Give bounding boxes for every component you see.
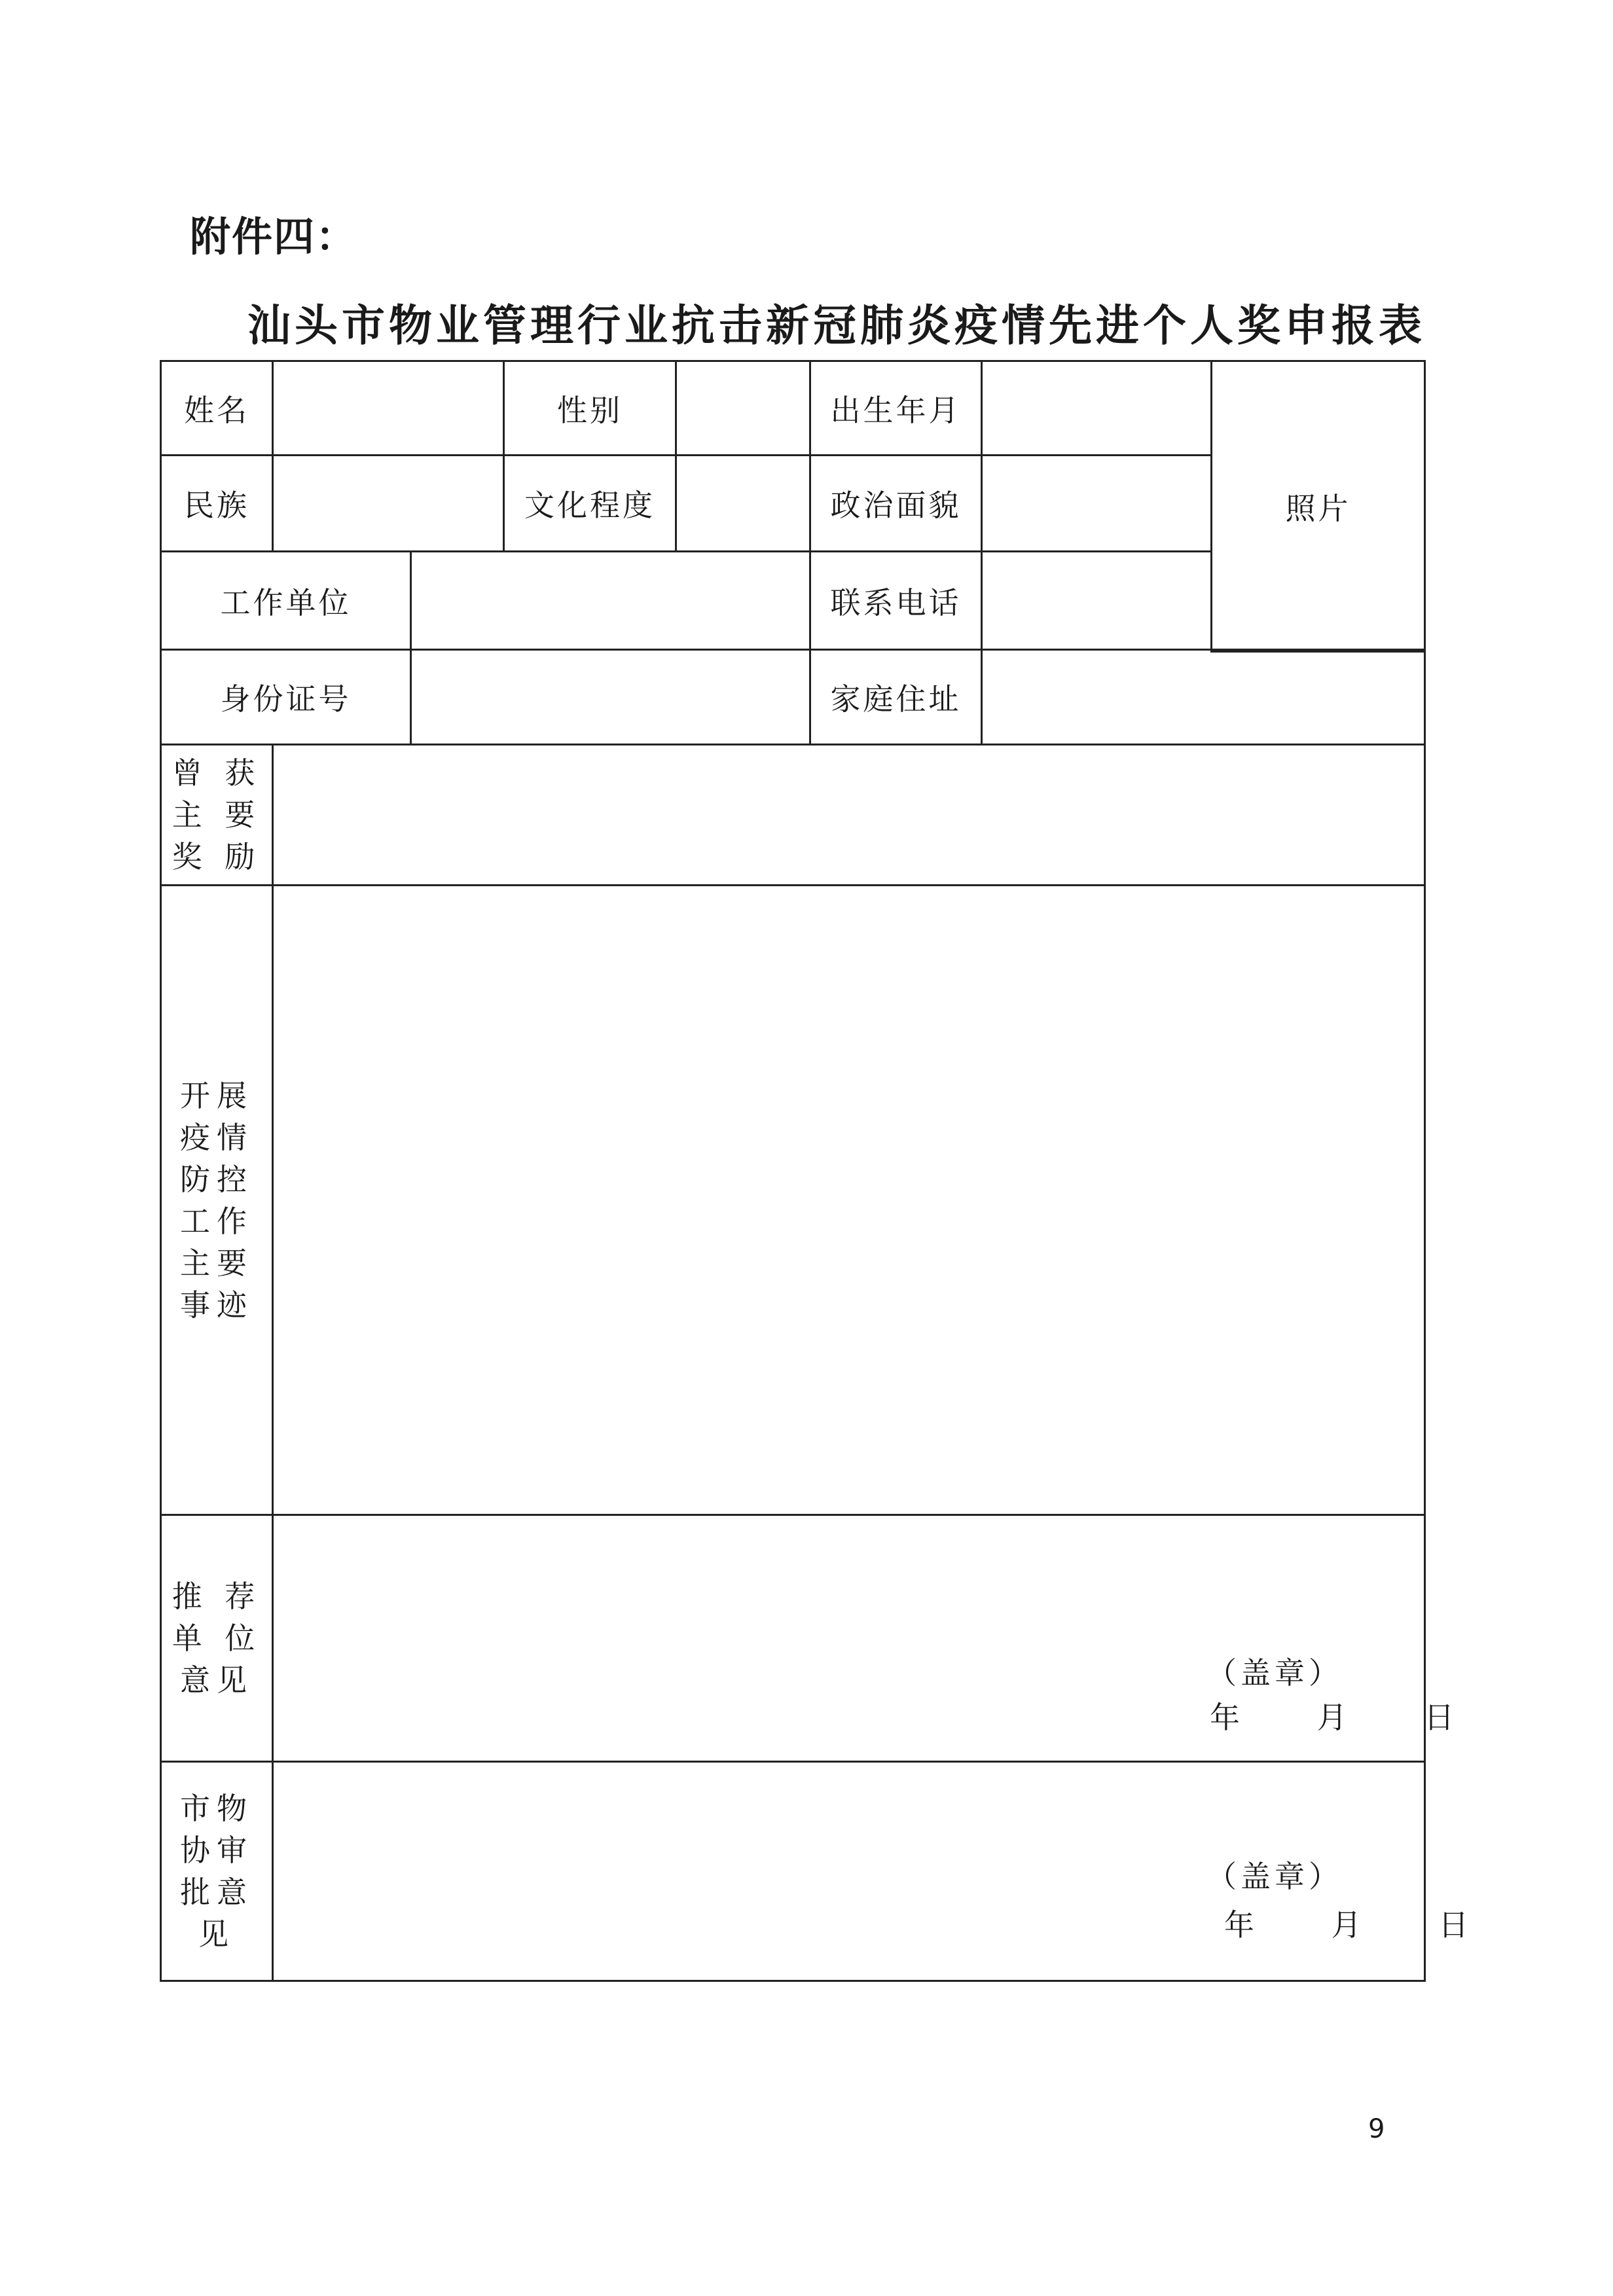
date-month-label: 月 — [1316, 1700, 1350, 1735]
application-form-table — [160, 360, 1472, 1982]
awards-label-line: 主 要 — [172, 797, 262, 833]
awards-label-line: 曾 获 — [172, 755, 262, 791]
approval-label-line: 市物 — [180, 1791, 253, 1826]
id-number-label: 身份证号 — [160, 649, 412, 745]
work-unit-field[interactable] — [410, 550, 811, 651]
approval-seal-text: （盖章） — [1206, 1859, 1343, 1894]
work-unit-label: 工作单位 — [160, 550, 412, 651]
approval-field[interactable] — [272, 1761, 1472, 1982]
date-day-label: 日 — [1424, 1700, 1457, 1735]
home-address-field[interactable] — [981, 649, 1426, 745]
awards-field[interactable] — [272, 744, 1426, 886]
annex-label: 附件四： — [190, 213, 358, 260]
home-address-label: 家庭住址 — [809, 649, 983, 745]
id-number-field[interactable] — [410, 649, 811, 745]
photo-label: 照片 — [1285, 490, 1351, 526]
date-day-label: 日 — [1438, 1907, 1472, 1943]
birth-date-label: 出生年月 — [809, 360, 983, 456]
ethnicity-label: 民族 — [160, 454, 274, 552]
deeds-label-line: 疫情 — [180, 1119, 253, 1155]
approval-label-line: 批意 — [180, 1874, 253, 1910]
recommendation-label — [160, 1514, 274, 1763]
approval-label — [160, 1761, 274, 1982]
recommendation-seal-text: （盖章） — [1206, 1655, 1343, 1691]
deeds-label-line: 事迹 — [180, 1287, 253, 1323]
deeds-field[interactable] — [272, 884, 1426, 1516]
ethnicity-field[interactable] — [272, 454, 505, 552]
recommendation-date — [1210, 1694, 1457, 1737]
gender-label: 性别 — [503, 360, 677, 456]
deeds-label-line: 工作 — [180, 1203, 253, 1239]
recommendation-label-line: 意见 — [180, 1662, 253, 1698]
awards-label — [160, 744, 274, 886]
approval-label-line: 协审 — [180, 1833, 253, 1868]
approval-date — [1224, 1901, 1471, 1945]
date-year-label: 年 — [1224, 1907, 1257, 1943]
deeds-label-line: 主要 — [180, 1245, 253, 1281]
date-month-label: 月 — [1331, 1907, 1364, 1943]
recommendation-field[interactable] — [272, 1514, 1457, 1763]
education-field[interactable] — [675, 454, 811, 552]
name-field[interactable] — [272, 360, 505, 456]
political-status-field[interactable] — [981, 454, 1212, 552]
deeds-label — [160, 884, 274, 1516]
gender-field[interactable] — [675, 360, 811, 456]
page-number: 9 — [1368, 2114, 1385, 2144]
education-label: 文化程度 — [503, 454, 677, 552]
recommendation-label-line: 单 位 — [172, 1621, 262, 1656]
approval-label-line: 见 — [198, 1916, 235, 1952]
awards-label-line: 奖 励 — [172, 839, 262, 874]
political-status-label: 政治面貌 — [809, 454, 983, 552]
recommendation-label-line: 推 荐 — [172, 1579, 262, 1614]
phone-label: 联系电话 — [809, 550, 983, 651]
phone-field[interactable] — [981, 550, 1212, 651]
name-label: 姓名 — [160, 360, 274, 456]
deeds-label-line: 开展 — [180, 1077, 253, 1113]
form-title: 汕头市物业管理行业抗击新冠肺炎疫情先进个人奖申报表 — [247, 300, 1426, 351]
birth-date-field[interactable] — [981, 360, 1212, 456]
deeds-label-line: 防控 — [180, 1161, 253, 1197]
photo-box[interactable] — [1210, 360, 1426, 653]
date-year-label: 年 — [1210, 1700, 1242, 1735]
